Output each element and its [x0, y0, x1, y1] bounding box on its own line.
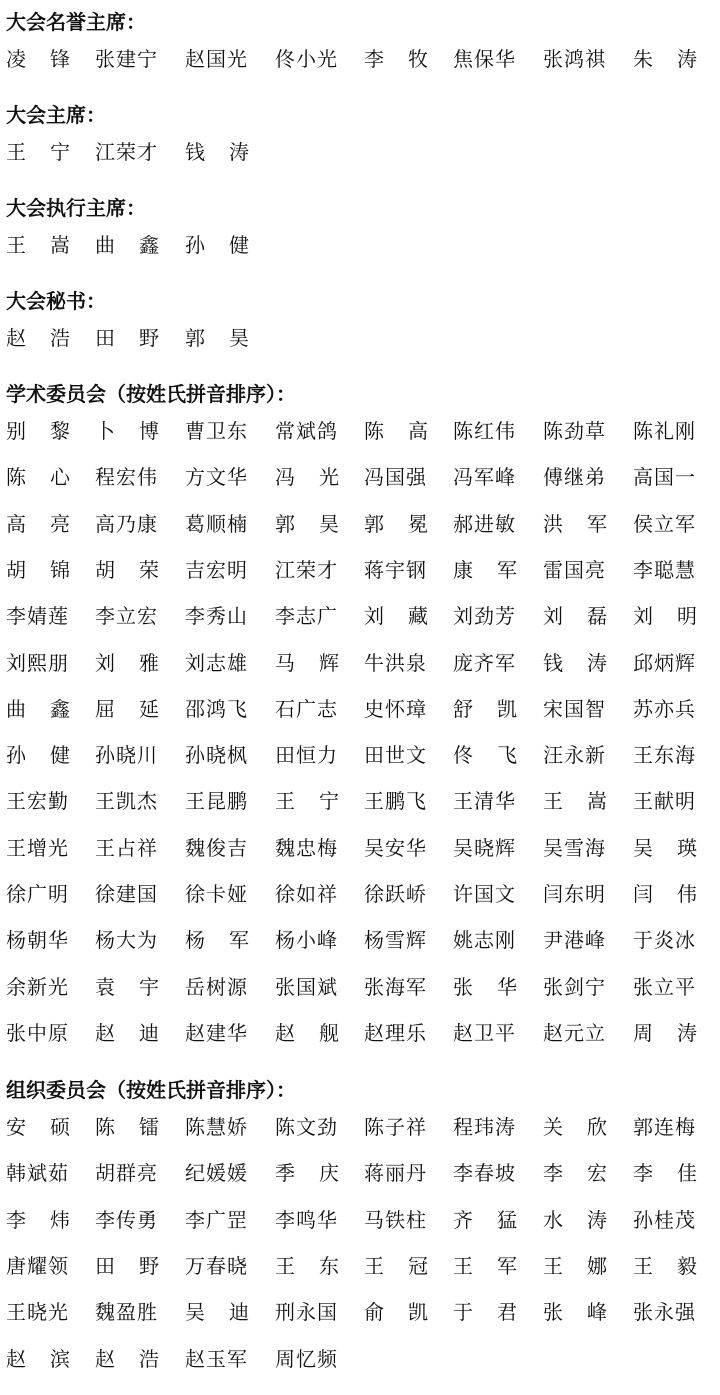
member-name: 岳树源	[185, 974, 248, 999]
member-name: 周 涛	[633, 1020, 697, 1045]
name-row	[0, 1112, 720, 1142]
member-name: 孙桂茂	[633, 1207, 696, 1232]
member-name: 朱 涛	[633, 47, 697, 71]
name-row	[0, 694, 720, 724]
member-name: 胡群亮	[95, 1161, 158, 1186]
member-name: 王 毅	[633, 1253, 697, 1278]
name-row	[0, 462, 720, 492]
member-name: 孙晓枫	[185, 743, 248, 768]
member-name: 徐跃峤	[364, 882, 427, 906]
member-name: 常斌鸽	[275, 419, 338, 443]
member-name: 张中原	[6, 1020, 69, 1045]
member-name: 周忆频	[275, 1346, 338, 1371]
member-name: 万春晓	[185, 1253, 248, 1278]
member-name: 洪 军	[543, 511, 607, 536]
member-name: 刘熙朋	[6, 650, 69, 675]
member-name: 吴安华	[364, 835, 427, 860]
member-name: 闫 伟	[633, 882, 697, 906]
member-name: 许国文	[453, 882, 516, 906]
name-row	[0, 925, 720, 955]
member-name: 王东海	[633, 743, 696, 768]
member-name: 邱炳辉	[633, 650, 696, 675]
member-name: 汪永新	[543, 743, 606, 768]
section-heading: 大会名誉主席：	[6, 10, 146, 34]
member-name: 陈劲草	[543, 419, 606, 443]
member-name: 宋国智	[543, 696, 606, 721]
member-name: 康 军	[453, 557, 517, 582]
member-name: 吴晓辉	[453, 835, 516, 860]
member-name: 俞 凯	[364, 1300, 428, 1325]
member-name: 陈子祥	[364, 1115, 427, 1139]
member-name: 刘 雅	[95, 650, 159, 675]
member-name: 王 冠	[364, 1253, 428, 1278]
member-name: 王清华	[453, 789, 516, 814]
member-name: 徐卡娅	[185, 882, 248, 906]
member-name: 徐建国	[95, 882, 158, 906]
member-name: 刑永国	[275, 1300, 338, 1325]
member-name: 杨雪辉	[364, 928, 427, 953]
member-name: 孙 健	[185, 233, 249, 257]
member-name: 石广志	[275, 696, 338, 721]
member-name: 李 宏	[543, 1161, 607, 1186]
section-heading: 大会秘书：	[6, 289, 106, 313]
member-name: 赵 迪	[95, 1020, 159, 1045]
member-name: 高国一	[633, 465, 696, 490]
member-name: 魏忠梅	[275, 835, 338, 860]
name-row	[0, 1251, 720, 1281]
member-name: 王晓光	[6, 1300, 69, 1325]
member-name: 焦保华	[453, 47, 516, 71]
member-name: 王昆鹏	[185, 789, 248, 814]
member-name: 吉宏明	[185, 557, 248, 582]
member-name: 赵建华	[185, 1020, 248, 1045]
name-row	[0, 323, 720, 353]
member-name: 佟 飞	[453, 743, 517, 768]
member-name: 方文华	[185, 465, 248, 490]
member-name: 尹港峰	[543, 928, 606, 953]
member-name: 陈礼刚	[633, 419, 696, 443]
section-heading: 大会主席：	[6, 103, 106, 127]
member-name: 陈 高	[364, 419, 428, 443]
member-name: 王 娜	[543, 1253, 607, 1278]
member-name: 陈 心	[6, 465, 70, 490]
member-name: 胡 锦	[6, 557, 70, 582]
name-row	[0, 1018, 720, 1048]
member-name: 别 黎	[6, 419, 70, 443]
member-name: 刘劲芳	[453, 604, 516, 629]
member-name: 袁 宇	[95, 974, 159, 999]
name-row	[0, 648, 720, 678]
member-name: 赵玉军	[185, 1346, 248, 1371]
member-name: 王 宁	[6, 140, 70, 164]
member-name: 刘志雄	[185, 650, 248, 675]
member-name: 江荣才	[95, 140, 158, 164]
member-name: 杨 军	[185, 928, 249, 953]
member-name: 李广罡	[185, 1207, 248, 1232]
member-name: 冯国强	[364, 465, 427, 490]
member-name: 杨小峰	[275, 928, 338, 953]
member-name: 傅继弟	[543, 465, 606, 490]
member-name: 高 亮	[6, 511, 70, 536]
member-name: 刘 藏	[364, 604, 428, 629]
member-name: 关 欣	[543, 1115, 607, 1139]
member-name: 张立平	[633, 974, 696, 999]
member-name: 杨朝华	[6, 928, 69, 953]
member-name: 郝进敏	[453, 511, 516, 536]
member-name: 姚志刚	[453, 928, 516, 953]
member-name: 纪媛媛	[185, 1161, 248, 1186]
member-name: 佟小光	[275, 47, 338, 71]
member-name: 刘 磊	[543, 604, 607, 629]
member-name: 李 炜	[6, 1207, 70, 1232]
name-row	[0, 230, 720, 260]
member-name: 吴雪海	[543, 835, 606, 860]
member-name: 冯军峰	[453, 465, 516, 490]
member-name: 张建宁	[95, 47, 158, 71]
member-name: 曲 鑫	[6, 696, 70, 721]
member-name: 屈 延	[95, 696, 159, 721]
member-name: 赵元立	[543, 1020, 606, 1045]
name-row	[0, 1297, 720, 1327]
section-heading: 学术委员会（按姓氏拼音排序）：	[6, 382, 296, 406]
member-name: 徐如祥	[275, 882, 338, 906]
member-name: 齐 猛	[453, 1207, 517, 1232]
name-row	[0, 1344, 720, 1374]
name-row	[0, 44, 720, 74]
member-name: 赵卫平	[453, 1020, 516, 1045]
member-name: 葛顺楠	[185, 511, 248, 536]
member-name: 史怀璋	[364, 696, 427, 721]
name-row	[0, 786, 720, 816]
member-name: 牛洪泉	[364, 650, 427, 675]
member-name: 李鸣华	[275, 1207, 338, 1232]
member-name: 凌 锋	[6, 47, 70, 71]
member-name: 季 庆	[275, 1161, 339, 1186]
member-name: 冯 光	[275, 465, 339, 490]
member-name: 唐耀领	[6, 1253, 69, 1278]
member-name: 邵鸿飞	[185, 696, 248, 721]
member-name: 李立宏	[95, 604, 158, 629]
member-name: 张 峰	[543, 1300, 607, 1325]
member-name: 水 涛	[543, 1207, 607, 1232]
member-name: 陈慧娇	[185, 1115, 248, 1139]
member-name: 安 硕	[6, 1115, 70, 1139]
member-name: 陈文劲	[275, 1115, 338, 1139]
member-name: 庞齐军	[453, 650, 516, 675]
member-name: 李聪慧	[633, 557, 696, 582]
member-name: 李志广	[275, 604, 338, 629]
member-name: 赵 滨	[6, 1346, 70, 1371]
name-row	[0, 1158, 720, 1188]
member-name: 王占祥	[95, 835, 158, 860]
member-name: 苏亦兵	[633, 696, 696, 721]
member-name: 魏俊吉	[185, 835, 248, 860]
member-name: 马 辉	[275, 650, 339, 675]
member-name: 程宏伟	[95, 465, 158, 490]
name-row	[0, 879, 720, 909]
member-name: 张剑宁	[543, 974, 606, 999]
member-name: 胡 荣	[95, 557, 159, 582]
member-name: 王 嵩	[6, 233, 70, 257]
member-name: 田世文	[364, 743, 427, 768]
member-name: 蒋宇钢	[364, 557, 427, 582]
member-name: 郭连梅	[633, 1115, 696, 1139]
member-name: 蒋丽丹	[364, 1161, 427, 1186]
member-name: 李传勇	[95, 1207, 158, 1232]
member-name: 孙 健	[6, 743, 70, 768]
member-name: 王献明	[633, 789, 696, 814]
member-name: 杨大为	[95, 928, 158, 953]
name-row	[0, 833, 720, 863]
member-name: 赵国光	[185, 47, 248, 71]
member-name: 郭 昊	[185, 326, 249, 350]
member-name: 卜 博	[95, 419, 159, 443]
member-name: 田 野	[95, 1253, 159, 1278]
member-name: 李婧莲	[6, 604, 69, 629]
name-row	[0, 509, 720, 539]
member-name: 李春坡	[453, 1161, 516, 1186]
member-name: 钱 涛	[543, 650, 607, 675]
name-row	[0, 1205, 720, 1235]
name-row	[0, 740, 720, 770]
member-name: 赵 浩	[6, 326, 70, 350]
member-name: 吴 瑛	[633, 835, 697, 860]
section-heading: 大会执行主席：	[6, 196, 146, 220]
member-name: 赵 舰	[275, 1020, 339, 1045]
member-name: 舒 凯	[453, 696, 517, 721]
member-name: 徐广明	[6, 882, 69, 906]
member-name: 王宏勤	[6, 789, 69, 814]
member-name: 王 东	[275, 1253, 339, 1278]
member-name: 陈 镭	[95, 1115, 159, 1139]
member-name: 魏盈胜	[95, 1300, 158, 1325]
member-name: 江荣才	[275, 557, 338, 582]
member-name: 张永强	[633, 1300, 696, 1325]
member-name: 余新光	[6, 974, 69, 999]
member-name: 王 军	[453, 1253, 517, 1278]
member-name: 张 华	[453, 974, 517, 999]
member-name: 李 牧	[364, 47, 428, 71]
name-row	[0, 601, 720, 631]
member-name: 孙晓川	[95, 743, 158, 768]
member-name: 程玮涛	[453, 1115, 516, 1139]
name-row	[0, 972, 720, 1002]
name-row	[0, 137, 720, 167]
member-name: 李秀山	[185, 604, 248, 629]
member-name: 李 佳	[633, 1161, 697, 1186]
member-name: 田恒力	[275, 743, 338, 768]
member-name: 王增光	[6, 835, 69, 860]
member-name: 钱 涛	[185, 140, 249, 164]
member-name: 韩斌茹	[6, 1161, 69, 1186]
section-heading: 组织委员会（按姓氏拼音排序）：	[6, 1078, 296, 1102]
member-name: 张海军	[364, 974, 427, 999]
member-name: 郭 昊	[275, 511, 339, 536]
member-name: 王凯杰	[95, 789, 158, 814]
member-name: 王鹏飞	[364, 789, 427, 814]
member-name: 曹卫东	[185, 419, 248, 443]
name-row	[0, 555, 720, 585]
member-name: 吴 迪	[185, 1300, 249, 1325]
member-name: 郭 冕	[364, 511, 428, 536]
member-name: 闫东明	[543, 882, 606, 906]
member-name: 陈红伟	[453, 419, 516, 443]
member-name: 王 嵩	[543, 789, 607, 814]
member-name: 赵理乐	[364, 1020, 427, 1045]
member-name: 曲 鑫	[95, 233, 159, 257]
name-row	[0, 416, 720, 446]
member-name: 王 宁	[275, 789, 339, 814]
member-name: 马铁柱	[364, 1207, 427, 1232]
member-name: 于 君	[453, 1300, 517, 1325]
member-name: 张国斌	[275, 974, 338, 999]
member-name: 刘 明	[633, 604, 697, 629]
member-name: 高乃康	[95, 511, 158, 536]
member-name: 赵 浩	[95, 1346, 159, 1371]
member-name: 雷国亮	[543, 557, 606, 582]
member-name: 侯立军	[633, 511, 696, 536]
member-name: 张鸿祺	[543, 47, 606, 71]
member-name: 田 野	[95, 326, 159, 350]
member-name: 于炎冰	[633, 928, 696, 953]
